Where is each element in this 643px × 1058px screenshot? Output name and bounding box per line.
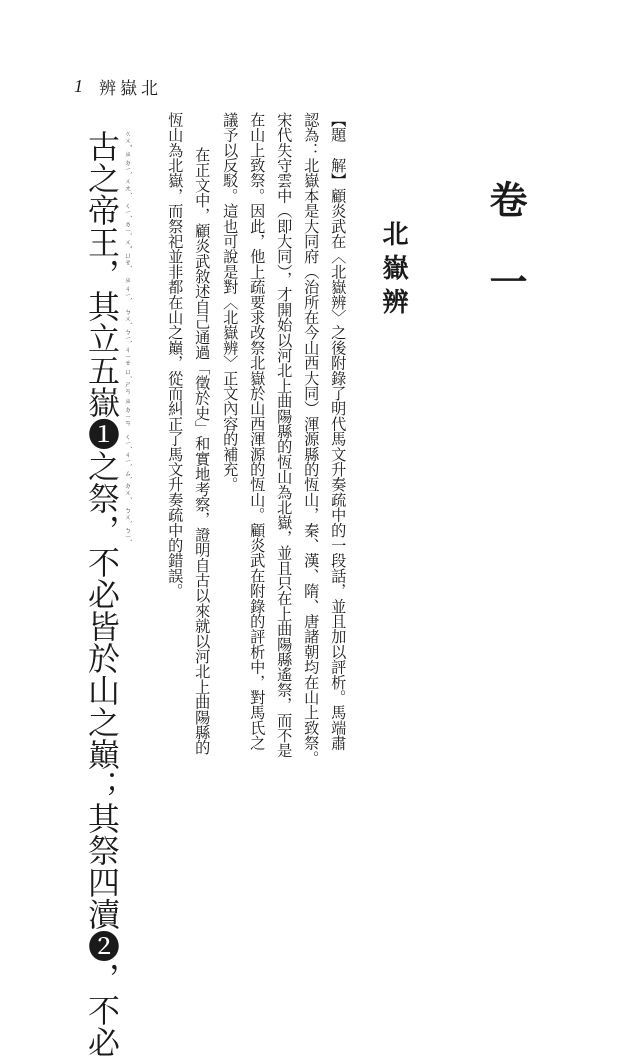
- page-number: 1: [74, 75, 83, 96]
- note-column: 在正文中，顧炎武敘述自己通過「徵於史」和實地考察，證明自古以來就以河北上曲陽縣的: [193, 147, 212, 755]
- note-column: 在山上致祭。因此，他上疏要求改祭北嶽於山西渾源的恆山。顧炎武在附錄的評析中，對馬氏之: [248, 112, 267, 751]
- phonetic-annotation: ㄍㄨˇ ㄓ ㄉㄧˋ ㄨㄤˊ ㄑㄧˊ ㄌㄧˋ ㄨˇ ㄩㄝˋ ㄓ ㄐㄧˋ ㄅㄨˋ ㄅㄧˋ ㄐㄧㄝ ㄩˊ ㄕㄢ ㄓ ㄉㄧㄢ ㄑㄧˊ ㄐㄧˋ ㄙˋ ㄉㄨˊ ㄅㄨˋ ㄅㄧˋ: [124, 130, 132, 543]
- note-column: 【題 解】顧炎武在〈北嶽辨〉之後附錄了明代馬文升奏疏中的一段話，並且加以評析。馬端肅: [329, 112, 348, 751]
- book-title: 辨嶽北: [99, 78, 162, 99]
- volume-title: 卷一: [483, 180, 528, 344]
- note-column: 認為：北嶽本是大同府（治所在今山西大同）渾源縣的恆山，秦、漢、隋、唐諸朝均在山上致祭。: [302, 112, 321, 766]
- note-column: 恆山為北嶽，而祭祀並非都在山之巔，從而糾正了馬文升奏疏中的錯誤。: [166, 112, 185, 599]
- note-column: 議予以反駁。這也可說是對〈北嶽辨〉正文內容的補充。: [221, 112, 240, 492]
- section-title: 北嶽辨: [378, 220, 408, 322]
- main-text-column: 古之帝王，其立五嶽❶之祭，不必皆於山之巔；其祭四瀆❷，不必: [83, 130, 121, 1058]
- main-classical-text: [83, 130, 150, 1058]
- note-column: 宋代失守雲中（即大同），才開始以河北上曲陽縣的恆山為北嶽，並且只在上曲陽縣遙祭，而不是: [275, 112, 294, 758]
